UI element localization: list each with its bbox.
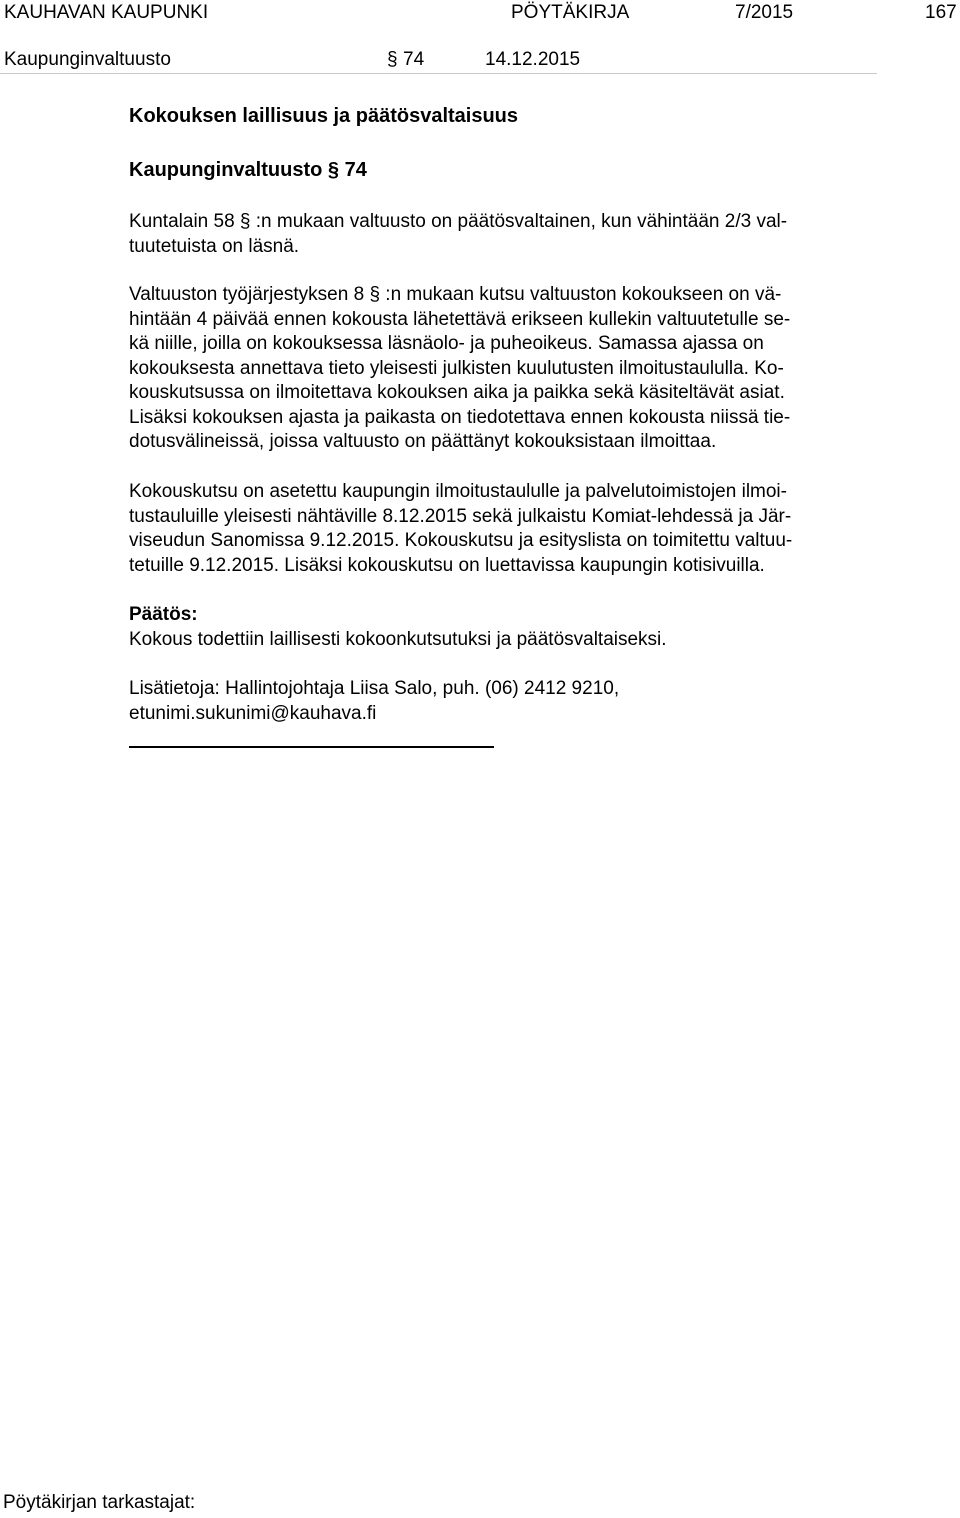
paragraph-line: tustauluille yleisesti nähtäville 8.12.2015 sekä julkaistu Komiat-lehdessä ja Jär-: [129, 505, 792, 527]
paragraph-line: Kuntalain 58 § :n mukaan valtuusto on päätösvaltainen, kun vähintään 2/3 val-: [129, 211, 788, 232]
contact-line: Lisätietoja: Hallintojohtaja Liisa Salo, puh. (06) 2412 9210,: [129, 678, 620, 699]
org-name: KAUHAVAN KAUPUNKI: [4, 2, 209, 23]
paragraph-line: kä niille, joilla on kokouksessa läsnäolo- ja puheoikeus. Samassa ajassa on: [129, 333, 764, 354]
paragraph-1: [129, 210, 787, 259]
page-number: 167: [925, 2, 957, 23]
meeting-date: 14.12.2015: [485, 49, 581, 70]
paragraph-2: [129, 283, 790, 455]
section-sign: §: [387, 49, 398, 70]
paragraph-3: [129, 480, 792, 578]
contact-email: etunimi.sukunimi@kauhava.fi: [129, 702, 377, 724]
paragraph-line: kouskutsussa on ilmoitettava kokouksen aika ja paikka sekä käsiteltävät asiat.: [129, 382, 785, 403]
paragraph-line: dotusvälineissä, joissa valtuusto on päättänyt kokouksistaan ilmoittaa.: [129, 431, 717, 452]
paragraph-line: tuutetuista on läsnä.: [129, 235, 300, 257]
item-subtitle-section: § 74: [327, 159, 367, 181]
paragraph-line: kokouksesta annettava tieto yleisesti julkisten kuulutusten ilmoitustaululla. Ko-: [129, 357, 784, 379]
signature-line: [129, 746, 494, 748]
decision-text: Kokous todettiin laillisesti kokoonkutsutuksi ja päätösvaltaiseksi.: [129, 629, 667, 650]
paragraph-line: Kokouskutsu on asetettu kaupungin ilmoitustaululle ja palvelutoimistojen ilmoi-: [129, 481, 787, 502]
doc-type: PÖYTÄKIRJA: [511, 2, 630, 23]
decision-label: Päätös:: [129, 604, 198, 625]
header-rule: [0, 73, 877, 74]
paragraph-line: viseudun Sanomissa 9.12.2015. Kokouskutsu ja esityslista on toimitettu valtuu-: [129, 530, 793, 551]
item-subtitle-body: Kaupunginvaltuusto: [129, 159, 323, 181]
paragraph-line: Valtuuston työjärjestyksen 8 § :n mukaan kutsu valtuuston kokoukseen on vä-: [129, 284, 782, 305]
doc-number: 7/2015: [735, 2, 794, 23]
item-title: Kokouksen laillisuus ja päätösvaltaisuus: [129, 105, 519, 127]
item-subtitle: [129, 158, 367, 182]
paragraph-line: tetuille 9.12.2015. Lisäksi kokouskutsu on luettavissa kaupungin kotisivuilla.: [129, 554, 765, 576]
contact-info: [129, 677, 619, 726]
footer-label: Pöytäkirjan tarkastajat:: [3, 1492, 196, 1513]
section-number: 74: [403, 49, 425, 70]
body-name: Kaupunginvaltuusto: [4, 49, 171, 70]
paragraph-line: Lisäksi kokouksen ajasta ja paikasta on tiedotettava ennen kokousta niissä tie-: [129, 406, 791, 428]
paragraph-line: hintään 4 päivää ennen kokousta lähetettävä erikseen kullekin valtuutetulle se-: [129, 308, 791, 330]
